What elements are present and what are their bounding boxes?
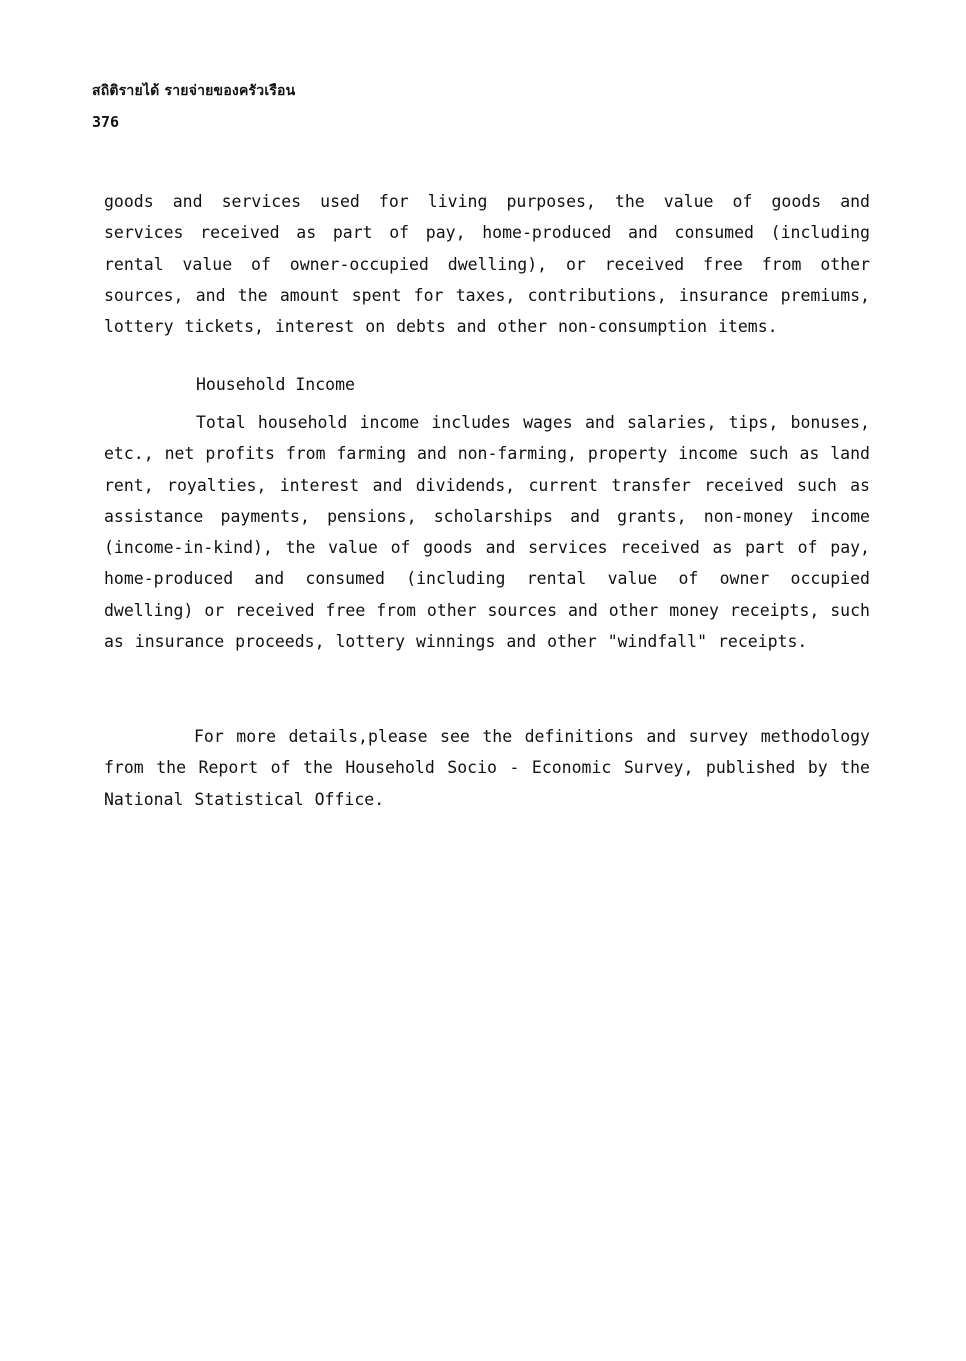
section-heading: Household Income	[196, 375, 355, 394]
page-number: 376	[92, 113, 120, 131]
household-income-paragraph: Total household income includes wages and salaries, tips, bonuses, etc., net profits from farming and non-farming, property income such as land rent, royalties, interest and dividends, current transfer received such as assistance payments, pensions, scholarships and grants, non-money income (income-in-kind), the value of goods and services received as part of pay, home-produced and consumed (including rental value of owner occupied dwelling) or received free from other sources and other money receipts, such as insurance proceeds, lottery winnings and other "windfall" receipts.	[104, 413, 870, 652]
details-paragraph: For more details,please see the definitions and survey methodology from the Report of the Household Socio - Economic Survey, published by the National Statistical Office.	[104, 727, 870, 809]
running-title: สถิติรายได้ รายจ่ายของครัวเรือน	[92, 83, 296, 99]
intro-paragraph: goods and services used for living purposes, the value of goods and services received as part of pay, home-produced and consumed (including rental value of owner-occupied dwelling), or received free from other sources, and the amount spent for taxes, contributions, insurance premiums, lottery tickets, interest on debts and other non-consumption items.	[104, 192, 870, 337]
